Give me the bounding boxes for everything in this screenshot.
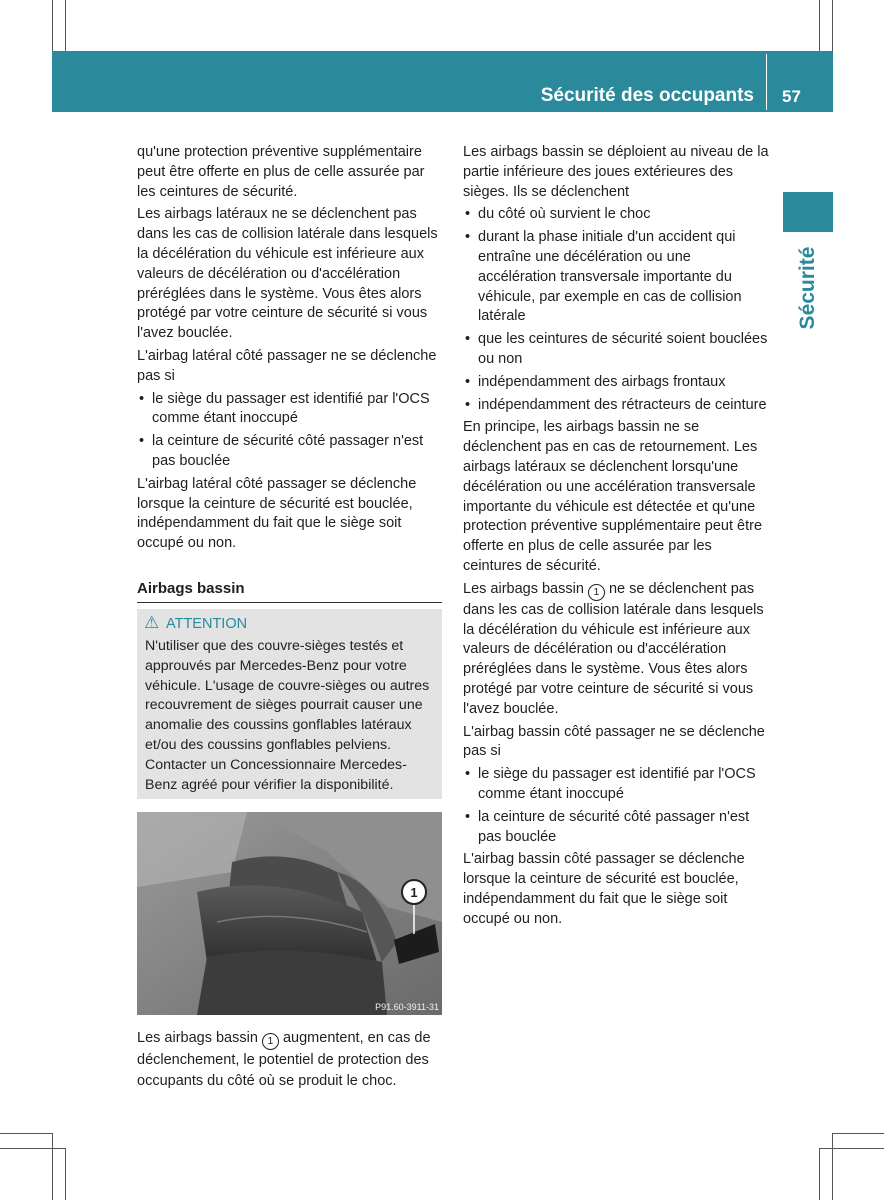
photo-callout-1: 1 — [410, 885, 418, 900]
side-tab-text: Sécurité — [796, 246, 819, 330]
bullet-item — [137, 432, 447, 472]
crop-mark — [832, 0, 833, 51]
bullet-text: indépendamment des rétracteurs de ceinture — [478, 396, 767, 413]
crop-mark — [819, 1148, 884, 1149]
crop-mark — [52, 0, 53, 51]
bullet-text: la ceinture de sécurité côté passager n'est pas bouclée — [478, 808, 750, 845]
callout-marker-icon: 1 — [262, 1033, 279, 1050]
bullet-icon: • — [465, 206, 471, 223]
bullet-icon: • — [465, 229, 471, 246]
bullet-icon: • — [139, 433, 145, 450]
caption-text: Les airbags bassin — [137, 1030, 258, 1046]
bullet-item — [463, 330, 773, 370]
bullet-icon: • — [465, 396, 471, 413]
bullet-text: indépendamment des airbags frontaux — [478, 373, 726, 390]
bullet-text: durant la phase initiale d'un accident qui entraîne une décélération ou une accélération transversale importante du véhicule, par exemple en cas de collision latérale — [478, 229, 742, 325]
paragraph — [463, 580, 773, 720]
paragraph-text: Les airbags bassin — [463, 580, 584, 597]
bullet-icon: • — [465, 766, 471, 783]
bullet-item — [463, 228, 773, 327]
callout-marker-icon: 1 — [588, 584, 605, 601]
warning-text: N'utiliser que des couvre-sièges testés et approuvés par Mercedes-Benz pour votre véhicule. L'usage de couvre-sièges ou autres recouvrement de sièges pourrait causer une anomalie des coussins gonflables latéraux et/ou des coussins gonflables pelviens. Contacter un Concessionnaire Mercedes-Benz agréé pour vérifier la disponibilité. — [145, 638, 430, 793]
crop-mark — [65, 0, 66, 51]
paragraph: qu'une protection préventive supplémentaire peut être offerte en plus de celle assurée par les ceintures de sécurité. — [137, 144, 425, 200]
header-separator — [766, 54, 767, 110]
right-column — [463, 143, 773, 932]
warning-triangle-icon: ⚠ — [144, 613, 160, 632]
paragraph: L'airbag bassin côté passager ne se déclenche pas si — [463, 723, 765, 760]
warning-title — [144, 613, 247, 634]
photo-caption — [137, 1028, 447, 1091]
paragraph-text: ne se déclenchent pas dans les cas de collision latérale dans lesquels la décélération du véhicule est inférieure aux valeurs de décélération ou d'accélération préréglées dans le système. Vous êtes alors protégé par votre ceinture de sécurité si vous l'avez bouclée. — [463, 580, 764, 717]
left-column — [137, 143, 447, 557]
paragraph: Les airbags latéraux ne se déclenchent pas dans les cas de collision latérale dans lesquels la décélération du véhicule est inférieure aux valeurs de décélération ou d'accélération préréglées dans le système. Vous êtes alors protégé par votre ceinture de sécurité si vous l'avez bouclée. — [137, 206, 438, 342]
bullet-item — [137, 390, 447, 430]
crop-mark — [52, 1133, 53, 1200]
paragraph: En principe, les airbags bassin ne se déclenchent pas en cas de retournement. Les airbags latéraux se déclenchent lorsqu'une décélération ou une accélération transversale importante du véhicule est détectée et qu'une protection préventive supplémentaire peut être offerte en plus de celle assurée par les ceintures de sécurité. — [463, 419, 763, 574]
bullet-icon: • — [465, 331, 471, 348]
paragraph: L'airbag bassin côté passager se déclenche lorsque la ceinture de sécurité est bouclée, indépendamment du fait que le siège soit occupé ou non. — [463, 851, 745, 927]
paragraph: L'airbag latéral côté passager ne se déclenche pas si — [137, 347, 437, 384]
side-tab-marker — [783, 192, 833, 232]
bullet-text: que les ceintures de sécurité soient bouclées ou non — [478, 331, 768, 367]
bullet-text: la ceinture de sécurité côté passager n'est pas bouclée — [152, 433, 424, 469]
bullet-icon: • — [139, 390, 145, 407]
bullet-icon: • — [465, 373, 471, 390]
bullet-item — [463, 205, 773, 225]
crop-mark — [0, 1148, 66, 1149]
bullet-item — [463, 373, 773, 393]
bullet-item — [463, 808, 773, 848]
paragraph: L'airbag latéral côté passager se déclenche lorsque la ceinture de sécurité est bouclée, indépendamment du fait que le siège soit occupé ou non. — [137, 475, 417, 552]
crop-mark — [832, 1133, 833, 1200]
bullet-item — [463, 765, 773, 805]
paragraph: Les airbags bassin se déploient au niveau de la partie inférieure des joues extérieures des sièges. Ils se déclenchent — [463, 144, 769, 200]
crop-mark — [832, 1133, 884, 1134]
page-number: 57 — [782, 87, 801, 106]
bullet-item — [463, 396, 773, 416]
caption-text: augmentent, en cas de déclenchement, le potentiel de protection des occupants du côté où se produit le choc. — [137, 1030, 431, 1089]
page-title: Sécurité des occupants — [540, 85, 754, 106]
bullet-text: le siège du passager est identifié par l'OCS comme étant inoccupé — [152, 390, 430, 427]
crop-mark — [819, 1148, 820, 1200]
bullet-text: du côté où survient le choc — [478, 206, 651, 223]
bullet-text: le siège du passager est identifié par l'OCS comme étant inoccupé — [478, 766, 756, 802]
photo-code: P91.60-3911-31 — [375, 1002, 439, 1012]
section-heading: Airbags bassin — [137, 578, 442, 603]
warning-title-text: ATTENTION — [166, 616, 248, 632]
seat-photo — [137, 812, 442, 1015]
crop-mark — [819, 0, 820, 51]
bullet-icon: • — [465, 808, 471, 825]
crop-mark — [65, 1148, 66, 1200]
crop-mark — [0, 1133, 52, 1134]
